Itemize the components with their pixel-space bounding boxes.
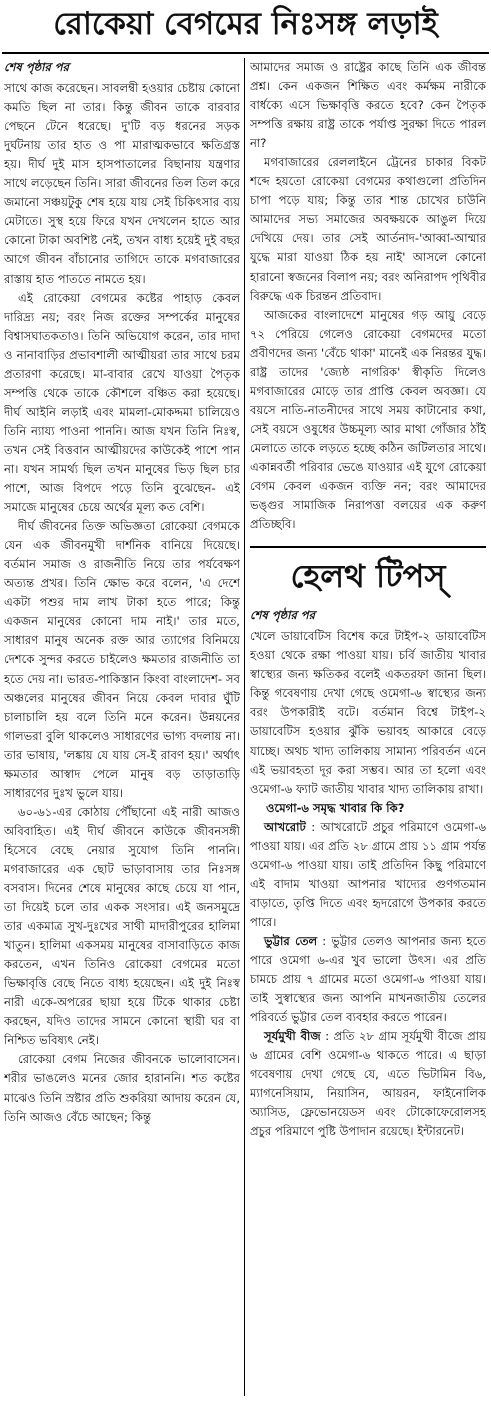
health-item-term: আখরোট <box>264 819 306 834</box>
column-divider <box>244 58 245 1396</box>
article-paragraph: মগবাজারের রেললাইনে ট্রেনের চাকার বিকট শব্দে হয়তো রোকেয়া বেগমের কথাগুলো প্রতিদিন চাপা পড়ে যায়; কিন্তু তার শান্ত চোখের চাউনি আমাদের সভ্য সমাজের অবক্ষয়কে আঙুল দিয়ে দেখিয়ে দেয়। তার সেই আর্তনাদ-'আব্বা-আম্মার যুদ্ধে মারা যাওয়া ঠিক হয় নাই' আসলে কোনো হারানো স্বজনের বিলাপ নয়; বরং অনিরাপদ পৃথিবীর বিরুদ্ধে এক চিরন্তন প্রতিবাদ। <box>250 155 486 303</box>
article-paragraph: আমাদের সমাজ ও রাষ্ট্রের কাছে তিনি এক জীবন্ত প্রশ্ন। কেন একজন শিক্ষিত এবং কর্মক্ষম নারীকে বার্ধক্যে এসে ভিক্ষাবৃত্তি করতে হবে? কেন পৈতৃক সম্পত্তি রক্ষায় রাষ্ট্র তাকে পর্যাপ্ত সুরক্ষা দিতে পারল না? <box>250 60 486 151</box>
health-item <box>250 818 486 932</box>
health-item <box>250 932 486 1027</box>
health-item <box>250 1027 486 1141</box>
continued-from-label: শেষ পৃষ্ঠার পর <box>4 60 69 74</box>
left-column <box>4 58 240 1398</box>
health-item-term: সূর্যমুখী বীজ <box>264 1029 321 1044</box>
article-paragraph: রোকেয়া বেগম নিজের জীবনকে ভালোবাসেন। শরীর ভাঙলেও মনের জোর হারাননি। শত কষ্টের মাঝেও তিনি স্রষ্টার প্রতি শুকরিয়া আদায় করেন যে, তিনি আজও বেঁচে আছেন; কিন্তু <box>4 1052 240 1124</box>
health-intro-paragraph: খেলে ডায়াবেটিস বিশেষ করে টাইপ-২ ডায়াবেটিস হওয়া থেকে রক্ষা পাওয়া যায়। চর্বি জাতীয় খাবার স্বাস্থ্যের জন্য ক্ষতিকর বলেই একতরফা জানা ছিল। কিন্তু গবেষণায় দেখা গেছে ওমেগা-৬ স্বাস্থ্যের জন্য বরং উপকারীই বটে। বর্তমান বিশ্বে টাইপ-২ ডায়াবেটিস হওয়ার ঝুঁকি ভয়াবহ আকারে বেড়ে যাচ্ছে। অথচ খাদ্য তালিকায় সামান্য পরিবর্তন এনে এই ভয়াবহতা দূর করা সম্ভব। আর তা হলো এবং ওমেগা-৬ ফ্যাট জাতীয় খাবার খাদ্য তালিকায় রাখা। <box>250 629 486 796</box>
article-headline: রোকেয়া বেগমের নিঃসঙ্গ লড়াই <box>53 6 438 42</box>
health-item-text: : প্রতি ২৮ গ্রাম সূর্যমুখী বীজে প্রায় ৬ গ্রামের বেশি ওমেগা-৬ থাকতে পারে। এ ছাড়া গবেষণায় দেখা গেছে যে, এতে ভিটামিন বি৬, ম্যাগনেসিয়াম, নিয়াসিন, আয়রন, ফাইনোলিক অ্যাসিড, ফ্লেভোনয়েডস এবং টোকোফেরোলসহ প্রচুর পরিমাণে পুষ্টি উপাদান রয়েছে। ইন্টারনেট। <box>250 1029 486 1139</box>
article-paragraph: দীর্ঘ জীবনের তিক্ত অভিজ্ঞতা রোকেয়া বেগমকে যেন এক জীবনমুখী দার্শনিক বানিয়ে দিয়েছে। বর্তমান সমাজ ও রাজনীতি নিয়ে তার পর্যবেক্ষণ অত্যন্ত প্রখর। তিনি ক্ষোভ করে বলেন, 'এ দেশে একটা পশুর দাম লাখ টাকা হতে পারে; কিন্তু একজন মানুষের কোনো দাম নাই।' তার মতে, সাধারণ মানুষ অনেক রক্ত আর ত্যাগের বিনিময়ে দেশকে সুন্দর করতে চাইলেও ক্ষমতার রাজনীতি তা হতে দেয় না। ভারত-পাকিস্তান কিংবা বাংলাদেশ- সব অঞ্চলের মানুষের জীবন নিয়ে কেবল দাবার ঘুঁটি চালাচালি হয় বলে তিনি মনে করেন। উন্নয়নের গালভরা বুলি থাকলেও সাধারণের ভাগ্য বদলায় না। তার ভাষায়, 'লঙ্কায় যে যায় সে-ই রাবণ হয়।' অর্থাৎ ক্ষমতার আস্বাদ পেলে মানুষ বড় তাড়াতাড়ি সাধারণের দুঃখ ভুলে যায়। <box>4 519 240 800</box>
continued-from-label: শেষ পৃষ্ঠার পর <box>250 608 315 623</box>
health-item-text: : ভুট্টার তেলও আপনার জন্য হতে পারে ওমেগা ৬-এর খুব ভালো উৎস। এর প্রতি চামচে প্রায় ৭ গ্রামের মতো ওমেগা-৬ পাওয়া যায়। তাই সুস্বাস্থ্যের জন্য আপনি মাখনজাতীয় তেলের পরিবর্তে ভুট্টার তেল ব্যবহার করতে পারেন। <box>250 933 486 1025</box>
health-item-text: : আখরোটে প্রচুর পরিমাণে ওমেগা-৬ পাওয়া যায়। এর প্রতি ২৮ গ্রামে প্রায় ১১ গ্রাম পর্যন্ত ওমেগা-৬ পাওয়া যায়। তাই প্রতিদিন কিছু পরিমাণে এই বাদাম খাওয়া আপনার খাদ্যের গুণগতমান বাড়াতে, তৃপ্তি দিতে এবং হৃদরোগে উপকার করতে পারে। <box>250 819 486 929</box>
health-subheading: ওমেগা-৬ সমৃদ্ধ খাবার কি কি? <box>266 800 405 815</box>
health-tips-title: হেলথ টিপস্ <box>290 557 446 596</box>
section-divider <box>250 546 486 548</box>
right-column <box>250 58 486 1398</box>
article-paragraph: এই রোকেয়া বেগমের কষ্টের পাহাড় কেবল দারিদ্র্য নয়; বরং নিজ রক্তের সম্পর্কের মানুষের বিশ্বাসঘাতকতাও। তিনি অভিযোগ করেন, তার দাদা ও নানাবাড়ির প্রভাবশালী আত্মীয়রা তার সাথে চরম প্রতারণা করেছে। মা-বাবার রেখে যাওয়া পৈতৃক সম্পত্তি থেকে তাকে কৌশলে বঞ্চিত করা হয়েছে। দীর্ঘ আইনি লড়াই এবং মামলা-মোকদ্দমা চালিয়েও তিনি ন্যায্য পাওনা পাননি। আজ যখন তিনি নিঃস্ব, তখন সেই বিত্তবান আত্মীয়দের কাউকেই পাশে পান না। যখন সামর্থ্য ছিল তখন মানুষের ভিড় ছিল চার পাশে, আজ বিপদে পড়ে তিনি বুঝেছেন- এই সমাজে মানুষের চেয়ে অর্থের মূল্য কত বেশি। <box>4 290 240 515</box>
article-paragraph: ৬০-৬১-এর কোঠায় পৌঁছানো এই নারী আজও অবিবাহিত। এই দীর্ঘ জীবনে কাউকে জীবনসঙ্গী হিসেবে বেছে নেয়ার সুযোগ তিনি পাননি। মগবাজারের এক ছোট ভাড়াবাসায় তার নিঃসঙ্গ বসবাস। দিনের শেষে মানুষের কাছে চেয়ে যা পান, তা দিয়েই চলে তার একক সংসার। এই জনসমুদ্রে তার একমাত্র সুখ-দুঃখের সাথী মাদারীপুরের হালিমা খাতুন। হালিমা একসময় মানুষের বাসাবাড়িতে কাজ করতেন, এখন তিনিও রোকেয়া বেগমের মতো ভিক্ষাবৃত্তি বেছে নিতে বাধ্য হয়েছেন। এই দুই নিঃস্ব নারী একে-অপরের ছায়া হয়ে টিকে থাকার চেষ্টা করছেন, যদিও তাদের সামনে কোনো স্থায়ী ঘর বা নিশ্চিত ভবিষ্যৎ নেই। <box>4 804 240 1048</box>
article-paragraph: আজকের বাংলাদেশে মানুষের গড় আয়ু বেড়ে ৭২ পেরিয়ে গেলেও রোকেয়া বেগমদের মতো প্রবীণদের জন্য 'বেঁচে থাকা' মানেই এক নিরন্তর যুদ্ধ। রাষ্ট্র তাদের 'জ্যেষ্ঠ নাগরিক' স্বীকৃতি দিলেও মগবাজারের মোড়ে তার প্রাপ্তি কেবল অবজ্ঞা। যে বয়সে নাতি-নাতনীদের সাথে সময় কাটানোর কথা, সেই বয়সে ওষুধের উচ্চমূল্য আর মাথা গোঁজার ঠাঁই মেলাতে তাকে লড়তে হচ্ছে কঠিন জটিলতার সাথে। একান্নবর্তী পরিবার ভেঙে যাওয়ার এই যুগে রোকেয়া বেগম কেবল একজন ব্যক্তি নন; বরং আমাদের ভঙ্গুর সামাজিক নিরাপত্তা বলয়ের এক করুণ প্রতিচ্ছবি। <box>250 307 486 532</box>
health-item-term: ভুট্টার তেল <box>264 933 318 948</box>
headline-divider <box>2 52 489 54</box>
article-paragraph: সাথে কাজ করেছেন। সাবলম্বী হওয়ার চেষ্টায় কোনো কমতি ছিল না তার। কিন্তু জীবন তাকে বারবার পেছনে টেনে ধরেছে। দু'টি বড় ধরনের সড়ক দুর্ঘটনায় তার হাত ও পা মারাত্মকভাবে ক্ষতিগ্রস্ত হয়। দীর্ঘ দুই মাস হাসপাতালের বিছানায় যন্ত্রণার সাথে লড়েছেন তিনি। সারা জীবনের তিল তিল করে জমানো সঞ্চয়টুকু শেষ হয়ে যায় সেই চিকিৎসার ব্যয় মেটাতে। সুস্থ হয়ে ফিরে যখন দেখলেন হাতে আর কোনো টাকা অবশিষ্ট নেই, তখন বাধ্য হয়েই দুই বছর আগে জীবন বাঁচানোর তাগিদে তাকে মগবাজারের রাস্তায় হাত পাততে নামতে হয়। <box>4 81 240 286</box>
